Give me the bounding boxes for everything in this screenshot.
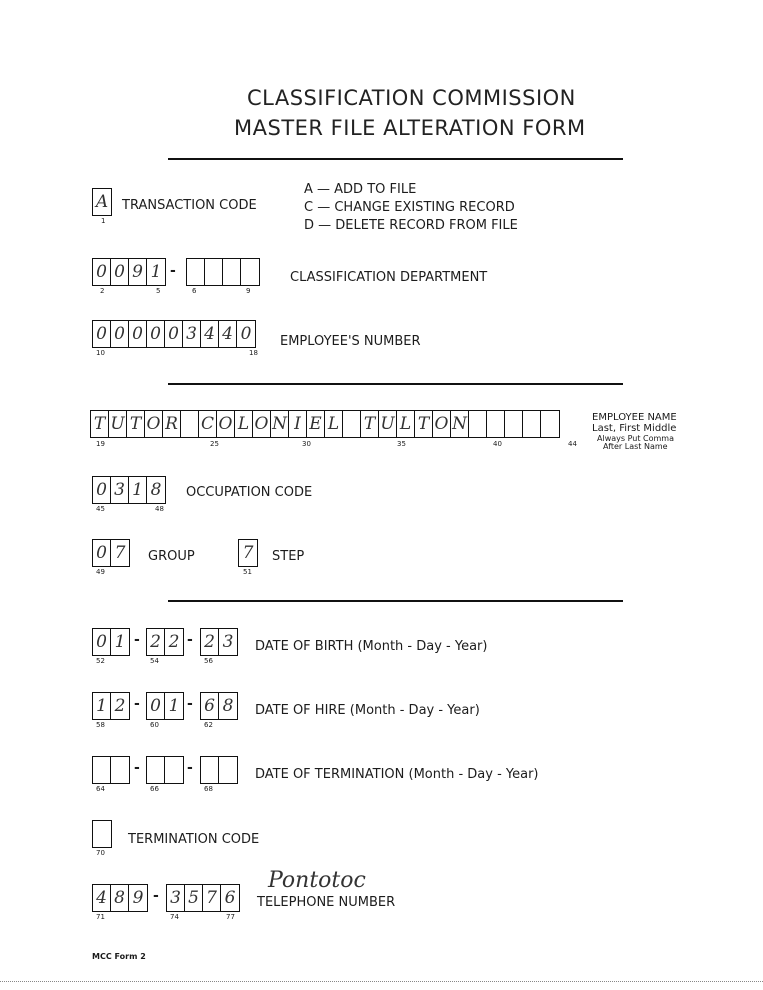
dash: - [187,632,193,648]
name-cell[interactable]: C [199,411,217,437]
transaction-code-label: TRANSACTION CODE [122,198,257,213]
col-number: 71 [96,913,105,921]
dash: - [153,888,159,904]
employee-name-sub1: Last, First Middle [592,423,677,434]
dash: - [170,263,176,279]
employee-name-sub3: After Last Name [603,442,668,451]
dept-cell[interactable] [223,259,241,285]
col-number: 70 [96,849,105,857]
step-boxes[interactable] [238,539,258,567]
step-label: STEP [272,549,305,564]
term-code-cell[interactable] [93,821,111,847]
date-cell[interactable]: 3 [222,632,234,652]
col-number: 19 [96,440,105,448]
hire-label: DATE OF HIRE (Month - Day - Year) [255,703,480,718]
group-cell[interactable]: 0 [93,540,111,566]
phone-cell[interactable]: 5 [185,885,203,911]
birth-day-boxes[interactable] [146,628,184,656]
col-number: 62 [204,721,213,729]
phone-cell[interactable]: 7 [203,885,221,911]
dept-cell[interactable] [205,259,223,285]
empno-cell[interactable]: 4 [201,321,219,347]
name-cell[interactable]: R [163,411,181,437]
phone-cell[interactable]: 4 [93,885,111,911]
date-cell[interactable] [111,757,129,783]
col-number: 60 [150,721,159,729]
name-cell[interactable] [541,411,559,437]
date-cell[interactable]: 2 [201,629,219,655]
name-cell[interactable]: N [451,411,469,437]
termination-label: DATE OF TERMINATION (Month - Day - Year) [255,767,539,782]
col-number: 64 [96,785,105,793]
name-cell[interactable]: I [289,411,307,437]
date-cell[interactable] [165,757,183,783]
name-cell[interactable]: L [325,411,343,437]
date-cell[interactable]: 0 [147,693,165,719]
employee-name-sub2: Always Put Comma [597,434,674,443]
col-number: 77 [226,913,235,921]
col-number: 66 [150,785,159,793]
date-cell[interactable] [219,757,237,783]
date-cell[interactable]: 0 [93,629,111,655]
date-cell[interactable]: 8 [222,696,234,716]
date-cell[interactable]: 2 [168,632,180,652]
col-number: 51 [243,568,252,576]
name-cell[interactable]: T [91,411,109,437]
date-cell[interactable] [147,757,165,783]
empno-cell[interactable]: 3 [183,321,201,347]
phone-cell[interactable]: 3 [167,885,185,911]
occ-cell[interactable]: 1 [129,477,147,503]
occ-cell[interactable]: 3 [111,477,129,503]
col-number: 49 [96,568,105,576]
name-cell[interactable]: O [253,411,271,437]
col-number: 74 [170,913,179,921]
col-number: 9 [246,287,251,295]
phone-cell[interactable]: 8 [111,885,129,911]
date-cell[interactable]: 2 [147,629,165,655]
dept-cell[interactable]: 0 [111,259,129,285]
col-number: 68 [204,785,213,793]
name-cell[interactable]: O [217,411,235,437]
name-cell[interactable] [343,411,361,437]
step-cell[interactable]: 7 [242,543,254,563]
occupation-code-boxes[interactable] [92,476,166,504]
name-cell[interactable] [523,411,541,437]
name-cell[interactable]: L [397,411,415,437]
dash: - [134,632,140,648]
dept-cell[interactable] [187,259,205,285]
col-number: 1 [101,217,106,225]
employee-name-label: EMPLOYEE NAME [592,412,677,423]
group-cell[interactable]: 7 [114,543,126,563]
col-number: 5 [156,287,161,295]
dept-cell[interactable] [241,259,259,285]
dash: - [134,696,140,712]
hire-day-boxes[interactable] [146,692,184,720]
date-cell[interactable]: 1 [114,632,126,652]
col-number: 35 [397,440,406,448]
hire-month-boxes[interactable] [92,692,130,720]
name-cell[interactable]: T [361,411,379,437]
col-number: 40 [493,440,502,448]
transaction-code-cell[interactable]: A [95,192,109,212]
birth-label: DATE OF BIRTH (Month - Day - Year) [255,639,488,654]
phone-cell[interactable]: 9 [132,888,144,908]
name-cell[interactable]: O [433,411,451,437]
form-title-line1: CLASSIFICATION COMMISSION [247,86,576,110]
date-cell[interactable] [93,757,111,783]
col-number: 25 [210,440,219,448]
name-cell[interactable] [505,411,523,437]
form-title-line2: MASTER FILE ALTERATION FORM [234,116,586,140]
telephone-label: TELEPHONE NUMBER [257,895,396,910]
name-cell[interactable]: T [415,411,433,437]
date-cell[interactable]: 1 [168,696,180,716]
name-cell[interactable]: N [271,411,289,437]
col-number: 56 [204,657,213,665]
name-cell[interactable]: E [307,411,325,437]
date-cell[interactable]: 6 [201,693,219,719]
date-cell[interactable]: 2 [114,696,126,716]
phone-b-boxes[interactable] [166,884,240,912]
empno-cell[interactable]: 0 [93,321,111,347]
name-cell[interactable] [487,411,505,437]
occ-cell[interactable]: 0 [93,477,111,503]
name-cell[interactable] [469,411,487,437]
phone-cell[interactable]: 6 [224,888,236,908]
col-number: 52 [96,657,105,665]
term-year-boxes[interactable] [200,756,238,784]
col-number: 30 [302,440,311,448]
termination-code-label: TERMINATION CODE [128,832,260,847]
option-delete: D — DELETE RECORD FROM FILE [304,218,518,233]
option-add: A — ADD TO FILE [304,182,417,197]
dash: - [187,760,193,776]
empno-cell[interactable]: 0 [111,321,129,347]
termination-code-boxes[interactable] [92,820,112,848]
department-boxes-a[interactable] [92,258,166,286]
department-label: CLASSIFICATION DEPARTMENT [290,270,488,285]
col-number: 10 [96,349,105,357]
col-number: 58 [96,721,105,729]
option-change: C — CHANGE EXISTING RECORD [304,200,515,215]
empno-cell[interactable]: 4 [219,321,237,347]
form-id: MCC Form 2 [92,952,146,961]
employee-number-boxes[interactable] [92,320,256,348]
col-number: 44 [568,440,577,448]
name-cell[interactable] [181,411,199,437]
name-cell[interactable]: L [235,411,253,437]
col-number: 54 [150,657,159,665]
col-number: 48 [155,505,164,513]
col-number: 18 [249,349,258,357]
term-day-boxes[interactable] [146,756,184,784]
birth-month-boxes[interactable] [92,628,130,656]
birth-year-boxes[interactable] [200,628,238,656]
date-cell[interactable] [201,757,219,783]
dept-cell[interactable]: 1 [150,262,162,282]
term-month-boxes[interactable] [92,756,130,784]
group-label: GROUP [148,549,195,564]
date-cell[interactable]: 1 [93,693,111,719]
department-boxes-b[interactable] [186,258,260,286]
divider-mid-1 [168,383,623,385]
col-number: 6 [192,287,197,295]
divider-top [168,158,623,160]
transaction-code-boxes[interactable] [92,188,112,216]
col-number: 45 [96,505,105,513]
empno-cell[interactable]: 0 [147,321,165,347]
dash: - [187,696,193,712]
page-edge [0,981,763,982]
group-boxes[interactable] [92,539,130,567]
name-cell[interactable]: O [145,411,163,437]
name-cell[interactable]: U [379,411,397,437]
dept-cell[interactable]: 0 [93,259,111,285]
dash: - [134,760,140,776]
occ-cell[interactable]: 8 [150,480,162,500]
empno-cell[interactable]: 0 [129,321,147,347]
divider-mid-2 [168,600,623,602]
empno-cell[interactable]: 0 [165,321,183,347]
col-number: 2 [100,287,105,295]
hire-year-boxes[interactable] [200,692,238,720]
name-cell[interactable]: U [109,411,127,437]
phone-a-boxes[interactable] [92,884,148,912]
empno-cell[interactable]: 0 [240,324,252,344]
dept-cell[interactable]: 9 [129,259,147,285]
employee-name-boxes[interactable] [90,410,560,438]
employee-number-label: EMPLOYEE'S NUMBER [280,334,421,349]
occupation-code-label: OCCUPATION CODE [186,485,313,500]
name-cell[interactable]: T [127,411,145,437]
handwritten-exchange: Pontotoc [268,868,366,893]
